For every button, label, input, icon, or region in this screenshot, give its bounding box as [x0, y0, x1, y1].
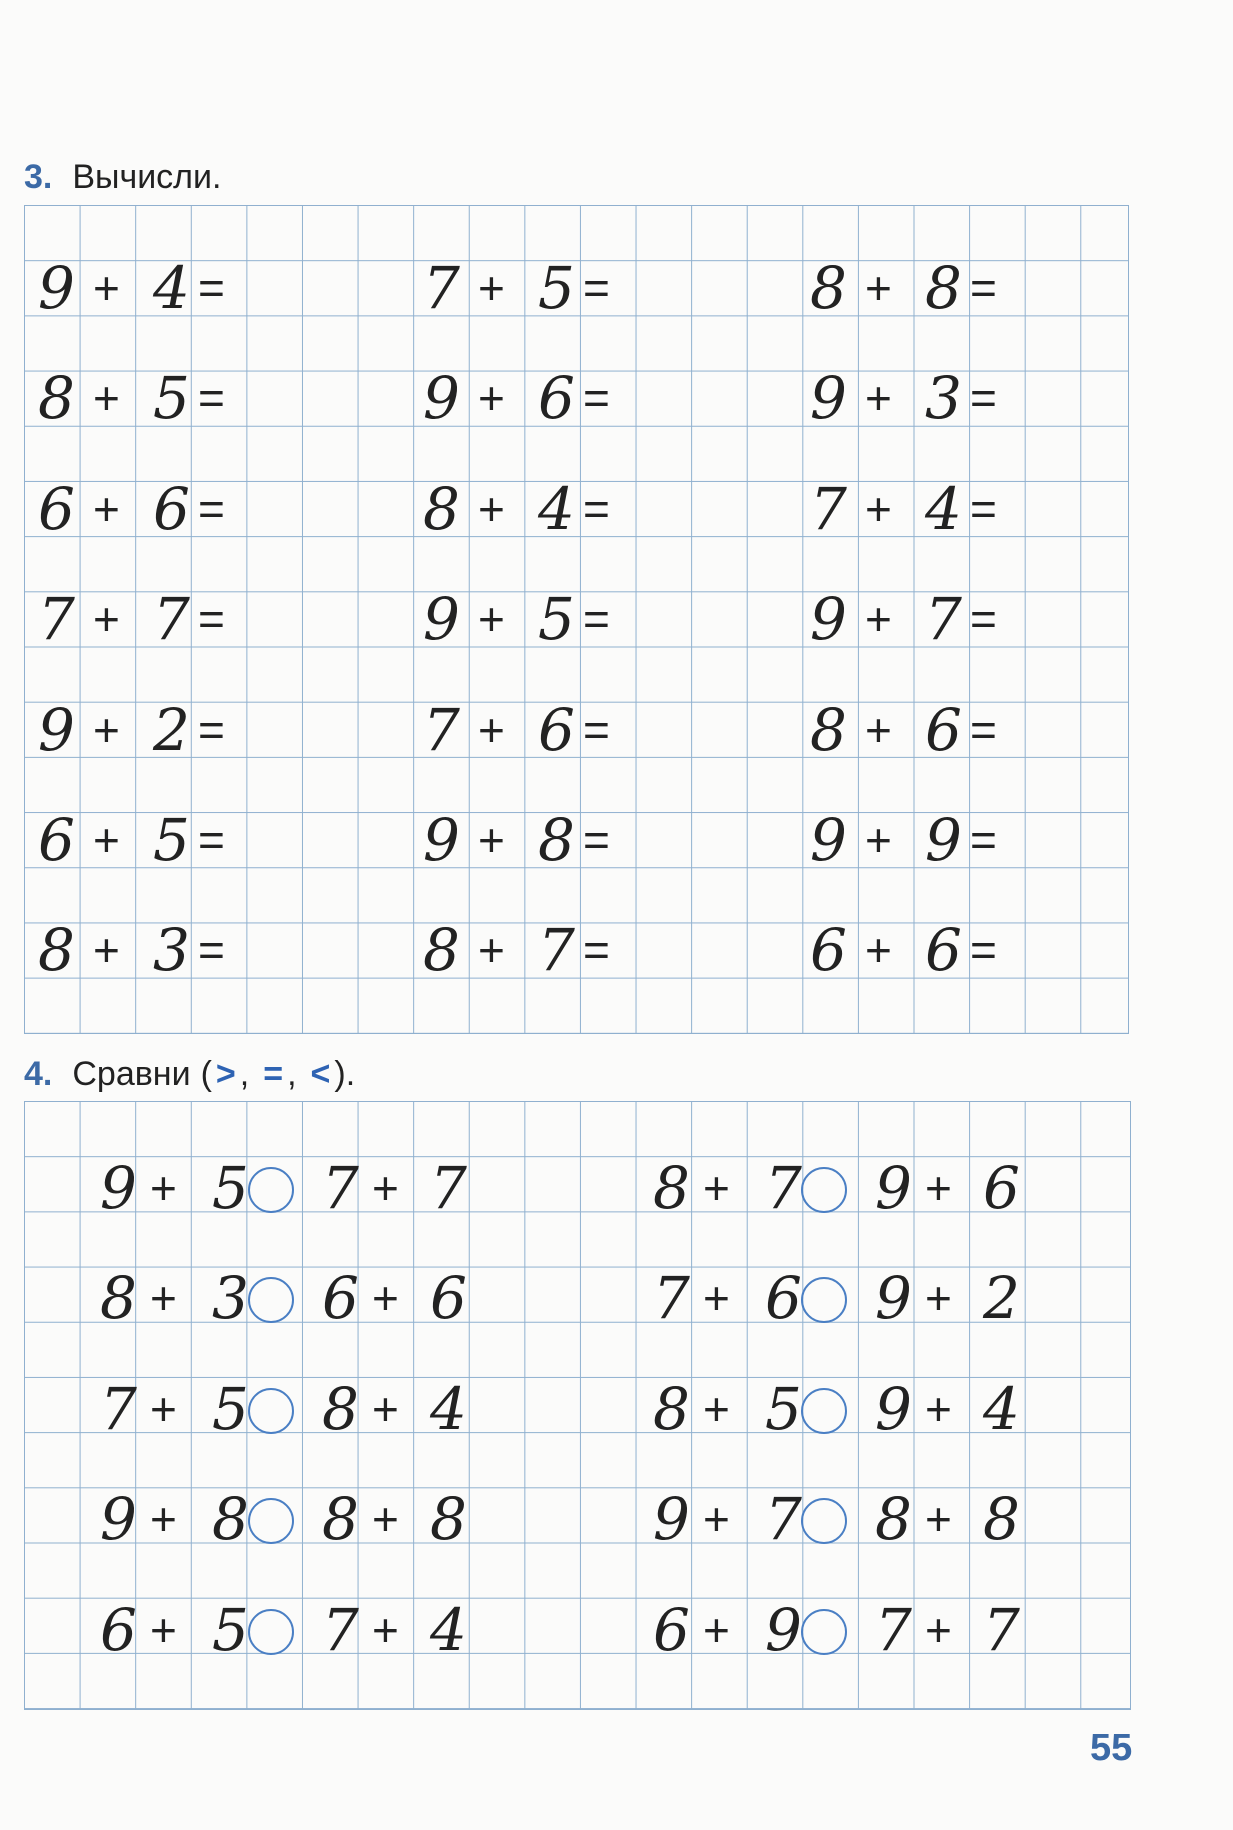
plus-sign: + [865, 924, 892, 977]
digit: 9 [875, 1264, 912, 1333]
plus-sign: + [865, 814, 892, 866]
digit: 3 [925, 364, 962, 433]
equals-sign: = [198, 593, 225, 646]
digit: 4 [983, 1374, 1020, 1443]
addition-expression [810, 364, 1050, 433]
comparison-expression [100, 1374, 480, 1443]
plus-sign: + [93, 372, 120, 425]
plus-sign: + [150, 1493, 177, 1546]
digit: 7 [765, 1485, 802, 1554]
plus-sign: + [865, 593, 892, 646]
plus-sign: + [372, 1603, 399, 1656]
digit: 8 [983, 1485, 1020, 1554]
task-3-number: 3. [24, 158, 53, 196]
equals-sign: = [198, 703, 225, 756]
plus-sign: + [925, 1162, 952, 1214]
comma: , [287, 1055, 297, 1093]
digit: 9 [653, 1485, 690, 1554]
digit: 6 [653, 1595, 690, 1664]
digit: 8 [653, 1374, 690, 1443]
digit: 4 [925, 474, 962, 543]
equals-sign: = [198, 482, 225, 535]
comparison-expression [100, 1485, 480, 1554]
digit: 6 [153, 474, 190, 543]
plus-sign: + [93, 482, 120, 535]
plus-sign: + [865, 262, 892, 314]
digit: 7 [653, 1264, 690, 1333]
plus-sign: + [703, 1493, 730, 1546]
digit: 2 [153, 695, 190, 764]
digit: 5 [212, 1595, 249, 1664]
plus-sign: + [478, 814, 505, 866]
digit: 4 [538, 474, 575, 543]
less-than-symbol: < [310, 1055, 331, 1093]
addition-expression [810, 474, 1050, 543]
plus-sign: + [478, 924, 505, 977]
digit: 8 [38, 916, 75, 985]
digit: 9 [875, 1154, 912, 1222]
digit: 8 [423, 474, 460, 543]
page-number: 55 [1090, 1727, 1133, 1769]
equals-symbol: = [263, 1055, 284, 1093]
digit: 5 [212, 1374, 249, 1443]
digit: 8 [430, 1485, 467, 1554]
plus-sign: + [925, 1382, 952, 1435]
plus-sign: + [478, 372, 505, 425]
digit: 4 [430, 1374, 467, 1443]
plus-sign: + [150, 1162, 177, 1214]
plus-sign: + [925, 1603, 952, 1656]
task-4-title-prefix: Сравни [72, 1055, 191, 1093]
addition-expression [423, 364, 663, 433]
digit: 6 [38, 806, 75, 874]
digit: 7 [875, 1595, 912, 1664]
digit: 7 [765, 1154, 802, 1222]
digit: 8 [322, 1374, 359, 1443]
comparison-expression [100, 1264, 480, 1333]
comparison-expression [100, 1595, 480, 1664]
plus-sign: + [865, 372, 892, 425]
plus-sign: + [372, 1382, 399, 1435]
plus-sign: + [703, 1162, 730, 1214]
equals-sign: = [198, 372, 225, 425]
digit: 9 [38, 254, 75, 322]
comparison-circle[interactable] [801, 1609, 847, 1655]
plus-sign: + [150, 1382, 177, 1435]
digit: 6 [925, 916, 962, 985]
digit: 8 [423, 916, 460, 985]
addition-expression [38, 806, 278, 874]
digit: 6 [100, 1595, 137, 1664]
digit: 9 [38, 695, 75, 764]
plus-sign: + [925, 1493, 952, 1546]
digit: 7 [322, 1154, 359, 1222]
comma: , [239, 1055, 250, 1093]
comparison-expression [653, 1264, 1033, 1333]
plus-sign: + [93, 814, 120, 866]
comparison-circle[interactable] [801, 1388, 847, 1434]
equals-sign: = [583, 814, 610, 866]
digit: 6 [765, 1264, 802, 1333]
addition-expression [38, 474, 278, 543]
digit: 8 [538, 806, 575, 874]
digit: 5 [538, 254, 575, 322]
digit: 8 [38, 364, 75, 433]
digit: 3 [212, 1264, 249, 1333]
task-4-title [72, 1055, 355, 1094]
digit: 7 [322, 1595, 359, 1664]
digit: 9 [100, 1154, 137, 1222]
digit: 8 [810, 254, 847, 322]
equals-sign: = [970, 372, 997, 425]
plus-sign: + [372, 1272, 399, 1325]
open-paren: ( [200, 1055, 212, 1093]
digit: 9 [423, 806, 460, 874]
comparison-expression [653, 1154, 1033, 1222]
addition-expression [810, 806, 1050, 874]
digit: 7 [153, 585, 190, 654]
task-3-header [24, 158, 221, 197]
digit: 7 [810, 474, 847, 543]
equals-sign: = [583, 703, 610, 756]
digit: 8 [212, 1485, 249, 1554]
comparison-circle[interactable] [248, 1277, 294, 1323]
digit: 7 [430, 1154, 467, 1222]
addition-expression [38, 916, 278, 985]
digit: 7 [423, 254, 460, 322]
plus-sign: + [478, 593, 505, 646]
plus-sign: + [372, 1493, 399, 1546]
digit: 6 [983, 1154, 1020, 1222]
digit: 9 [810, 585, 847, 654]
plus-sign: + [93, 593, 120, 646]
addition-expression [423, 916, 663, 985]
addition-expression [423, 474, 663, 543]
digit: 6 [38, 474, 75, 543]
digit: 9 [423, 364, 460, 433]
digit: 7 [100, 1374, 137, 1443]
digit: 6 [322, 1264, 359, 1333]
digit: 4 [153, 254, 190, 322]
plus-sign: + [865, 482, 892, 535]
digit: 9 [810, 364, 847, 433]
digit: 8 [100, 1264, 137, 1333]
task-4-symbols [201, 1055, 356, 1094]
addition-expression [423, 254, 663, 322]
plus-sign: + [93, 703, 120, 756]
comparison-circle[interactable] [248, 1388, 294, 1434]
addition-expression [38, 585, 278, 654]
addition-expression [423, 695, 663, 764]
equals-sign: = [970, 703, 997, 756]
equals-sign: = [583, 924, 610, 977]
addition-expression [423, 585, 663, 654]
plus-sign: + [93, 262, 120, 314]
digit: 5 [212, 1154, 249, 1222]
plus-sign: + [150, 1272, 177, 1325]
digit: 8 [322, 1485, 359, 1554]
digit: 7 [38, 585, 75, 654]
digit: 8 [653, 1154, 690, 1222]
digit: 7 [983, 1595, 1020, 1664]
equals-sign: = [583, 372, 610, 425]
task-4-number: 4. [24, 1055, 53, 1093]
addition-expression [423, 806, 663, 874]
addition-expression [810, 585, 1050, 654]
plus-sign: + [703, 1382, 730, 1435]
comparison-circle[interactable] [801, 1277, 847, 1323]
digit: 5 [153, 806, 190, 874]
addition-expression [810, 254, 1050, 322]
comparison-circle[interactable] [801, 1167, 847, 1213]
comparison-circle[interactable] [801, 1498, 847, 1544]
digit: 9 [423, 585, 460, 654]
addition-expression [810, 916, 1050, 985]
addition-expression [38, 695, 278, 764]
digit: 3 [153, 916, 190, 985]
digit: 6 [538, 695, 575, 764]
plus-sign: + [372, 1162, 399, 1214]
comparison-circle[interactable] [248, 1498, 294, 1544]
plus-sign: + [150, 1603, 177, 1656]
equals-sign: = [970, 814, 997, 866]
equals-sign: = [583, 593, 610, 646]
task-3-title: Вычисли. [72, 158, 222, 196]
digit: 2 [983, 1264, 1020, 1333]
close-paren: ). [334, 1055, 356, 1093]
digit: 5 [765, 1374, 802, 1443]
plus-sign: + [703, 1272, 730, 1325]
plus-sign: + [925, 1272, 952, 1325]
digit: 9 [810, 806, 847, 874]
digit: 4 [430, 1595, 467, 1664]
plus-sign: + [478, 262, 505, 314]
equals-sign: = [970, 924, 997, 977]
digit: 8 [925, 254, 962, 322]
digit: 9 [925, 806, 962, 874]
digit: 7 [538, 916, 575, 985]
addition-expression [38, 364, 278, 433]
comparison-circle[interactable] [248, 1609, 294, 1655]
comparison-expression [653, 1595, 1033, 1664]
plus-sign: + [478, 703, 505, 756]
plus-sign: + [478, 482, 505, 535]
equals-sign: = [198, 924, 225, 977]
comparison-expression [100, 1154, 480, 1222]
digit: 5 [153, 364, 190, 433]
digit: 9 [765, 1595, 802, 1664]
digit: 7 [423, 695, 460, 764]
addition-expression [38, 254, 278, 322]
equals-sign: = [583, 482, 610, 535]
equals-sign: = [198, 262, 225, 314]
digit: 6 [538, 364, 575, 433]
plus-sign: + [93, 924, 120, 977]
equals-sign: = [198, 814, 225, 866]
task-4-header [24, 1055, 355, 1094]
digit: 6 [810, 916, 847, 985]
digit: 8 [875, 1485, 912, 1554]
digit: 7 [925, 585, 962, 654]
digit: 6 [925, 695, 962, 764]
equals-sign: = [970, 262, 997, 314]
digit: 6 [430, 1264, 467, 1333]
digit: 9 [100, 1485, 137, 1554]
equals-sign: = [970, 593, 997, 646]
digit: 5 [538, 585, 575, 654]
plus-sign: + [703, 1603, 730, 1656]
digit: 8 [810, 695, 847, 764]
comparison-circle[interactable] [248, 1167, 294, 1213]
equals-sign: = [583, 262, 610, 314]
greater-than-symbol: > [215, 1055, 236, 1093]
addition-expression [810, 695, 1050, 764]
equals-sign: = [970, 482, 997, 535]
plus-sign: + [865, 703, 892, 756]
comparison-expression [653, 1485, 1033, 1554]
comparison-expression [653, 1374, 1033, 1443]
digit: 9 [875, 1374, 912, 1443]
